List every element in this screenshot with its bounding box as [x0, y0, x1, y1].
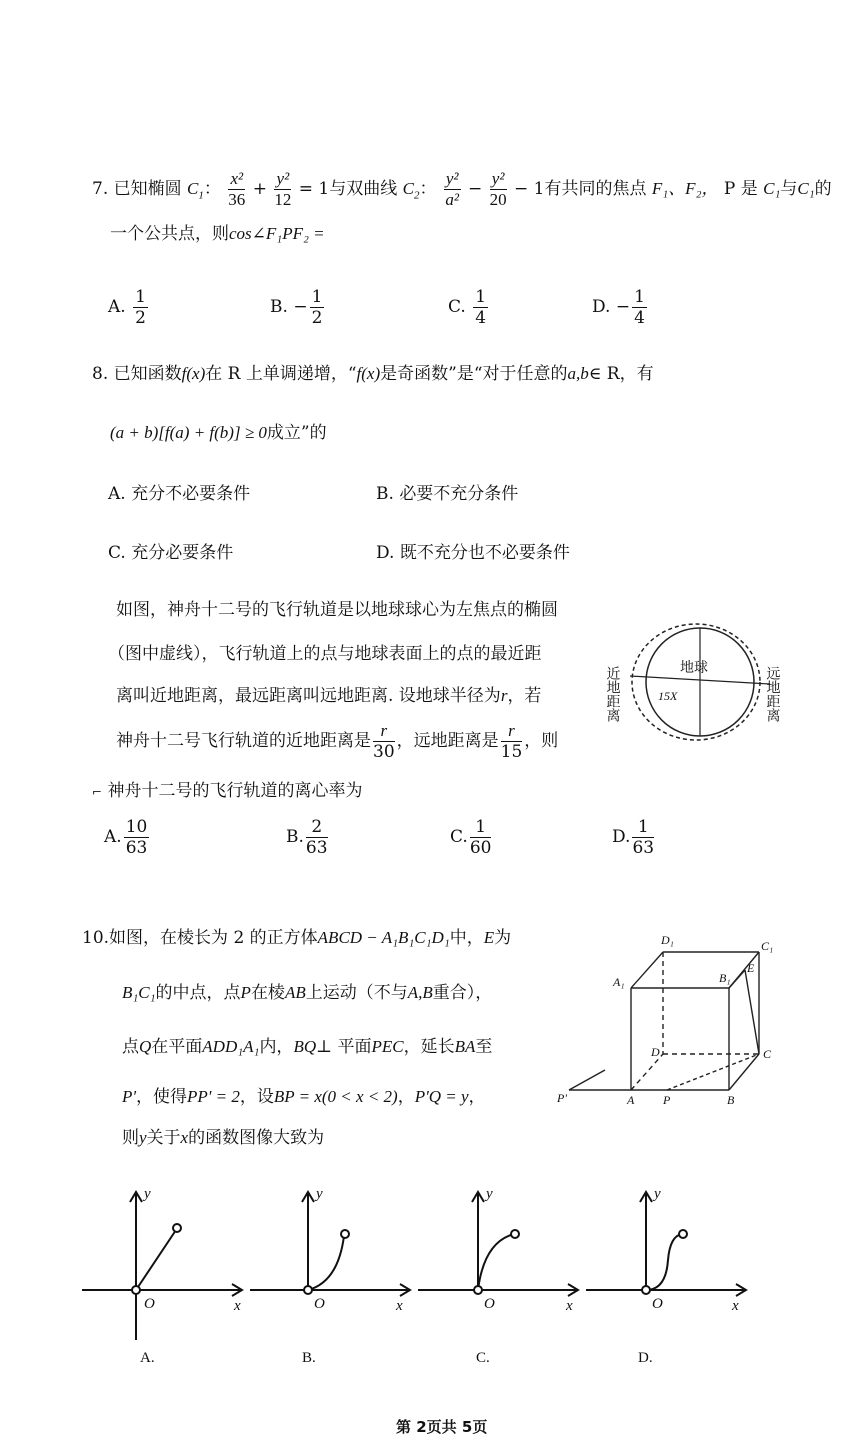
- q7-cos: cos∠F₁PF₂ =: [229, 224, 325, 243]
- near-label: [605, 666, 621, 723]
- svg-text:O: O: [484, 1296, 495, 1312]
- q7-hyp-frac-1: $\frac{\text{y²}}{\text{a²}}$: [445, 169, 460, 209]
- q7-hyp-frac-2: $\frac{\text{y²}}{20}$: [489, 169, 507, 209]
- q7-mid: 与双曲线: [329, 179, 398, 199]
- q9-frac-near: $\frac{r}{30}$: [373, 721, 395, 762]
- q7-and: 与: [780, 179, 798, 199]
- label-C1: C₁: [761, 939, 774, 953]
- q7-number: 7.: [92, 179, 109, 199]
- svg-text:B.: B.: [302, 1350, 316, 1366]
- q7-minus: −: [467, 179, 483, 199]
- label-Pprime: P': [557, 1091, 567, 1105]
- svg-text:x: x: [234, 1298, 241, 1314]
- label-D: D: [651, 1045, 660, 1059]
- q9-line-4: 神舟十二号飞行轨道的近地距离是 $\frac{r}{30}$ ，远地距离是 $\frac{r}{15}$ ，则: [116, 721, 559, 762]
- q7-p-c1: C₁: [763, 179, 781, 198]
- svg-text:近地距离: 近地距离: [604, 666, 620, 722]
- svg-text:D.: D.: [638, 1350, 653, 1366]
- svg-text:O: O: [314, 1296, 325, 1312]
- q9-line-3: 离叫近地距离，最远距离叫远地距离. 设地球半径为r，若: [116, 686, 542, 706]
- angle-mark: 15X: [658, 689, 678, 703]
- label-C: C: [763, 1047, 772, 1061]
- q7-line-1: 7. 已知椭圆 $C_1$： $\frac{\text{x²}}{36}$ + $\frac{\text{y²}}{12}$ = 1与双曲线 $C_2$： $\frac{\text{y²}}{\text{a²}}$ − $\frac{\text{y²}}{20}$ − 1有共同的焦点 F₁、F₂， P 是 C₁与C₁的: [92, 169, 832, 209]
- svg-text:y: y: [316, 1186, 323, 1202]
- q7-option-d[interactable]: D. − $\frac{1}{4}$: [592, 287, 645, 328]
- svg-text:C.: C.: [476, 1350, 490, 1366]
- label-D1: D₁: [661, 933, 674, 947]
- q9-orbit-figure: [600, 620, 790, 750]
- svg-text:A.: A.: [140, 1350, 155, 1366]
- q7-ell-frac-2: $\frac{\text{y²}}{12}$: [274, 169, 292, 209]
- q8-option-b[interactable]: B. 必要不充分条件: [376, 484, 519, 504]
- q10-line-3: 点Q在平面ADD₁A₁内，BQ⊥ 平面PEC，延长BA至: [122, 1037, 493, 1057]
- q10-line-2: B₁C₁的中点，点P在棱AB上运动（不与A,B重合），: [122, 983, 493, 1003]
- q8-line-2: (a + b)[f(a) + f(b)] ≥ 0成立”的: [110, 423, 327, 443]
- q9-option-b[interactable]: B. $\frac{2}{63}$: [286, 817, 328, 858]
- q7-eq-one: = 1: [298, 179, 330, 199]
- svg-text:x: x: [396, 1298, 403, 1314]
- q7-c2-label: $C_2$: [402, 179, 420, 202]
- q7-p-c2: C₁: [797, 179, 815, 198]
- q8-option-c[interactable]: C. 充分必要条件: [108, 543, 234, 563]
- q7-c1-label: $C_1$: [187, 179, 204, 202]
- q7-foci: F₁、F₂，: [651, 179, 719, 198]
- svg-text:y: y: [654, 1186, 661, 1202]
- q7-colon: ：: [203, 179, 221, 199]
- svg-text:远地距离: 远地距离: [764, 666, 780, 722]
- earth-label: 地球: [680, 661, 708, 676]
- label-E: E: [747, 961, 755, 975]
- q8-line-1: 8. 已知函数f(x)在 R 上单调递增，“f(x)是奇函数”是“对于任意的a,b∈ R，有: [92, 364, 654, 384]
- svg-text:x: x: [566, 1298, 573, 1314]
- label-P: P: [663, 1093, 671, 1107]
- svg-text:y: y: [486, 1186, 493, 1202]
- q10-graph-d[interactable]: [586, 1180, 754, 1370]
- label-A1: A₁: [613, 975, 625, 989]
- label-A: A: [627, 1093, 635, 1107]
- svg-text:x: x: [732, 1298, 739, 1314]
- q7-de: 的: [814, 179, 832, 199]
- q9-frac-far: $\frac{r}{15}$: [500, 721, 523, 762]
- q10-line-1: 10.如图，在棱长为 2 的正方体ABCD − A₁B₁C₁D₁中，E为: [82, 928, 512, 948]
- svg-text:y: y: [144, 1186, 151, 1202]
- q9-line-5: ⌐ 神舟十二号的飞行轨道的离心率为: [92, 781, 363, 801]
- q10-cube-figure: [555, 930, 795, 1110]
- label-B1: B₁: [719, 971, 731, 985]
- q10-graph-a[interactable]: [82, 1180, 250, 1370]
- q7-tail: 有共同的焦点: [544, 179, 647, 199]
- q9-line-1: 如图，神舟十二号的飞行轨道是以地球球心为左焦点的椭圆: [116, 600, 558, 620]
- q7-hyp-tail: − 1: [514, 179, 545, 199]
- q10-graph-c[interactable]: [418, 1180, 586, 1370]
- q9-line-2: （图中虚线），飞行轨道上的点与地球表面上的点的最近距: [108, 644, 542, 664]
- q7-option-a[interactable]: A. $\frac{1}{2}$: [108, 287, 146, 328]
- page-footer: 第 2页共 5页: [396, 1418, 488, 1436]
- q7-intro: 已知椭圆: [113, 179, 182, 199]
- q10-line-4: P'，使得PP' = 2，设BP = x(0 < x < 2)，P'Q = y，: [122, 1087, 486, 1107]
- q8-number: 8.: [92, 364, 109, 384]
- q7-option-b[interactable]: B. − $\frac{1}{2}$: [270, 287, 323, 328]
- svg-text:O: O: [144, 1296, 155, 1312]
- label-B: B: [727, 1093, 735, 1107]
- q8-option-d[interactable]: D. 既不充分也不必要条件: [376, 543, 570, 563]
- svg-text:O: O: [652, 1296, 663, 1312]
- q7-ell-frac-1: $\frac{\text{x²}}{36}$: [228, 169, 246, 209]
- q7-p-text: P 是: [723, 179, 758, 199]
- q9-option-d[interactable]: D. $\frac{1}{63}$: [612, 817, 655, 858]
- q7-line2-text: 一个公共点，则: [110, 224, 229, 244]
- far-label: [765, 666, 781, 723]
- q9-option-c[interactable]: C. $\frac{1}{60}$: [450, 817, 492, 858]
- q7-plus: +: [252, 179, 267, 199]
- q10-graph-b[interactable]: [250, 1180, 418, 1370]
- q7-option-c[interactable]: C. $\frac{1}{4}$: [448, 287, 487, 328]
- q9-option-a[interactable]: A. $\frac{10}{63}$: [104, 817, 148, 858]
- q10-line-5: 则y关于x的函数图像大致为: [122, 1128, 325, 1148]
- q8-option-a[interactable]: A. 充分不必要条件: [108, 484, 251, 504]
- q7-line-2: [110, 222, 325, 246]
